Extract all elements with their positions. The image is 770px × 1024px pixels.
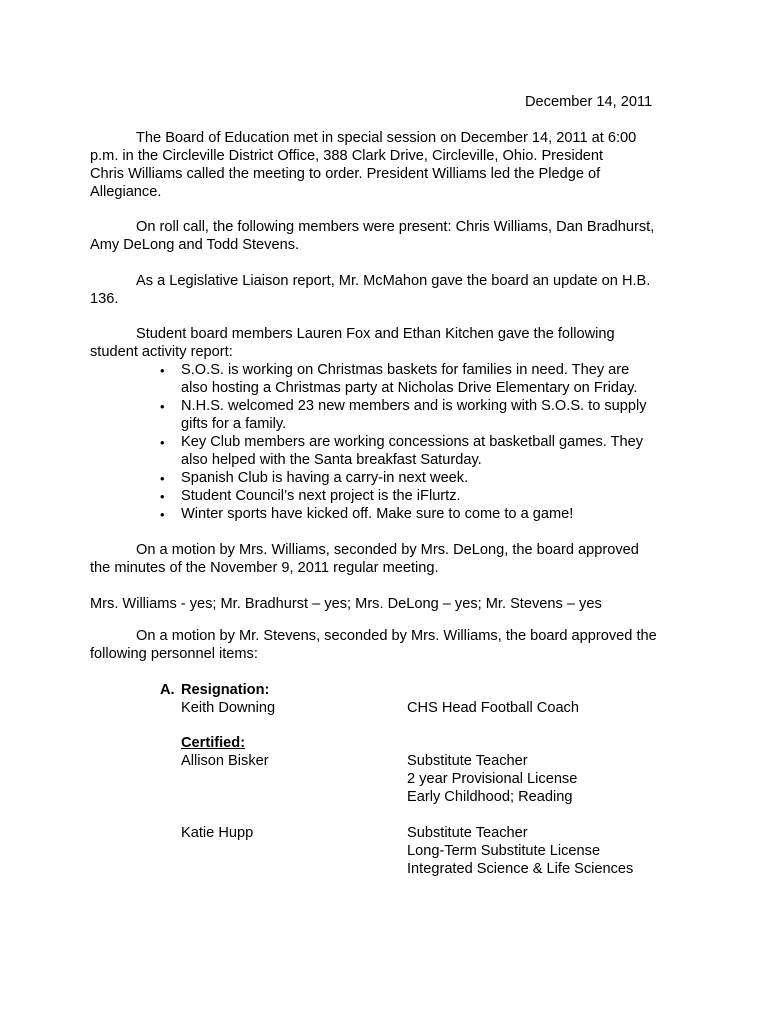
certified-heading: Certified: xyxy=(181,735,246,751)
bullet-icon: • xyxy=(160,471,165,486)
list-item: Winter sports have kicked off. Make sure to come to a game! xyxy=(181,506,574,522)
certified-detail: Early Childhood; Reading xyxy=(407,789,573,805)
certified-name: Katie Hupp xyxy=(181,825,254,841)
paragraph-line: Amy DeLong and Todd Stevens. xyxy=(90,237,300,253)
bullet-icon: • xyxy=(160,363,165,378)
certified-detail: Integrated Science & Life Sciences xyxy=(407,861,634,877)
certified-detail: Long-Term Substitute License xyxy=(407,843,601,859)
certified-name: Allison Bisker xyxy=(181,753,269,769)
paragraph-line: On a motion by Mrs. Williams, seconded by Mrs. DeLong, the board approved xyxy=(136,542,639,558)
paragraph-line: Allegiance. xyxy=(90,184,162,200)
certified-detail: 2 year Provisional License xyxy=(407,771,578,787)
paragraph-line: On a motion by Mr. Stevens, seconded by Mrs. Williams, the board approved the xyxy=(136,628,657,644)
meeting-date: December 14, 2011 xyxy=(525,94,653,110)
paragraph-line: following personnel items: xyxy=(90,646,258,662)
list-item-continued: also helped with the Santa breakfast Saturday. xyxy=(181,452,482,468)
bullet-icon: • xyxy=(160,399,165,414)
list-item: S.O.S. is working on Christmas baskets for families in need. They are xyxy=(181,362,630,378)
certified-detail: Substitute Teacher xyxy=(407,825,528,841)
section-a-title: Resignation: xyxy=(181,682,270,698)
list-item-continued: also hosting a Christmas party at Nicholas Drive Elementary on Friday. xyxy=(181,380,638,396)
list-item: Student Council’s next project is the iFlurtz. xyxy=(181,488,461,504)
paragraph-line: p.m. in the Circleville District Office, 388 Clark Drive, Circleville, Ohio. President xyxy=(90,148,604,164)
paragraph-line: On roll call, the following members were present: Chris Williams, Dan Bradhurst, xyxy=(136,219,655,235)
resignation-name: Keith Downing xyxy=(181,700,276,716)
paragraph-line: 136. xyxy=(90,291,119,307)
paragraph-line: Chris Williams called the meeting to order. President Williams led the Pledge of xyxy=(90,166,601,182)
bullet-icon: • xyxy=(160,489,165,504)
resignation-position: CHS Head Football Coach xyxy=(407,700,579,716)
paragraph-line: The Board of Education met in special session on December 14, 2011 at 6:00 xyxy=(136,130,637,146)
vote-record: Mrs. Williams - yes; Mr. Bradhurst – yes; Mrs. DeLong – yes; Mr. Stevens – yes xyxy=(90,596,602,612)
bullet-icon: • xyxy=(160,435,165,450)
list-item-continued: gifts for a family. xyxy=(181,416,287,432)
paragraph-line: Student board members Lauren Fox and Ethan Kitchen gave the following xyxy=(136,326,615,342)
bullet-icon: • xyxy=(160,507,165,522)
paragraph-line: As a Legislative Liaison report, Mr. McMahon gave the board an update on H.B. xyxy=(136,273,651,289)
list-item: Spanish Club is having a carry-in next week. xyxy=(181,470,469,486)
paragraph-line: student activity report: xyxy=(90,344,233,360)
section-a-label: A. xyxy=(160,682,175,698)
list-item: Key Club members are working concessions at basketball games. They xyxy=(181,434,644,450)
paragraph-line: the minutes of the November 9, 2011 regular meeting. xyxy=(90,560,439,576)
list-item: N.H.S. welcomed 23 new members and is working with S.O.S. to supply xyxy=(181,398,647,414)
certified-detail: Substitute Teacher xyxy=(407,753,528,769)
